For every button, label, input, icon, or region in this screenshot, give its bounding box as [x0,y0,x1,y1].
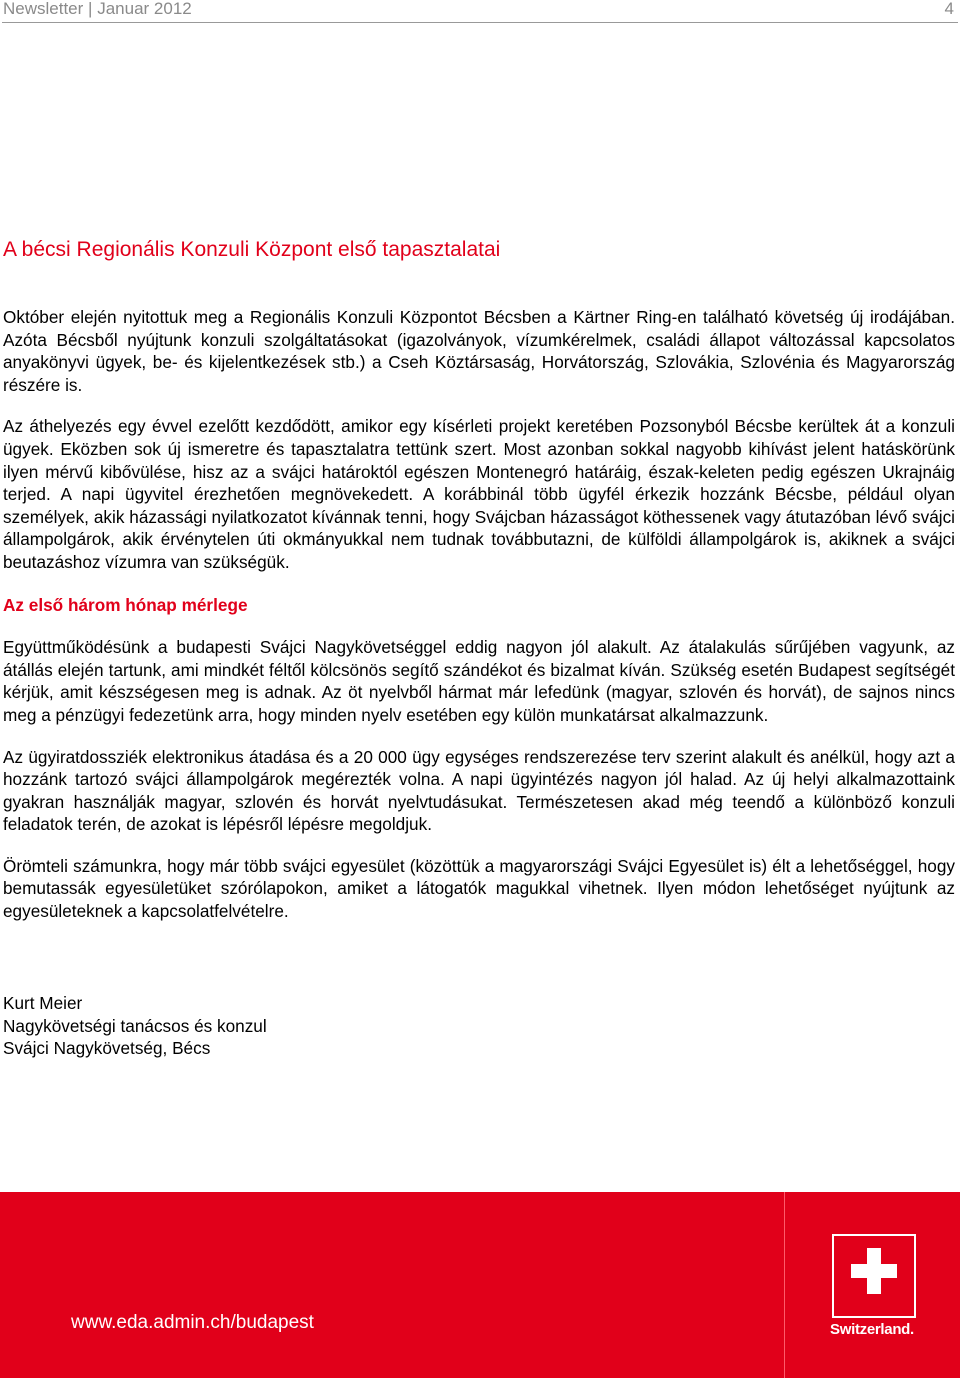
paragraph-associations: Örömteli számunkra, hogy már több svájci egyesület (közöttük a magyarországi Svájci Egyesület is) élt a lehetőséggel, hogy bemutassák egyesületüket szórólapokon, amiket a látogatók magukkal vihetnek. Ilyen módon lehetőséget nyújtunk az egyesületeknek a kapcsolatfelvételre. [3,855,955,922]
signature-role: Nagykövetségi tanácsos és konzul [3,1015,267,1036]
footer-divider [784,1192,785,1378]
paragraph-relocation: Az áthelyezés egy évvel ezelőtt kezdődött, amikor egy kísérleti projekt keretében Pozsonyból Bécsbe kerültek át a konzuli ügyek. Eközben sok új ismeretre és tapasztalatra tettünk szert. Most azonban sokkal nagyobb kihívást jelent hatáskörünk ilyen mérvű kibővülése, hisz az a svájci határoktól egészen Montenegró határáig, észak-keleten pedig egészen Ukrajnáig terjed. A napi ügyvitel érezhetően megnövekedett. A korábbinál több ügyfél érkezik hozzánk Bécsbe, például olyan személyek, akik házassági nyilatkozatot kívánnak tenni, hogy Svájcban házasságot köthessenek vagy átutazóban lévő svájci állampolgárok, akik érvénytelen úti okmányukkal nem tudnak továbbutazni, de külföldi állampolgárok is, akiknek a svájci beutazáshoz vízumra van szükségük. [3,416,955,572]
article-title: A bécsi Regionális Konzuli Központ első tapasztalatai [3,238,501,261]
switzerland-brand-label: Switzerland. [830,1321,914,1338]
signature-name: Kurt Meier [3,993,83,1013]
paragraph-cooperation: Együttműködésünk a budapesti Svájci Nagykövetséggel eddig nagyon jól alakult. Az átalakulás sűrűjében vagyunk, az átállás elején tartunk, ami mindkét féltől kölcsönös segítő szándékot és bizalmat kíván. Szükség esetén Budapest segítségét kérjük, amit készségesen meg is adnak. Az öt nyelvből hármat már lefedünk (magyar, szlovén és horvát), de sajnos nincs meg a pénzügyi fedezetünk arra, hogy minden nyelv esetében egy külön munkatársat alkalmazzunk. [3,637,955,725]
signature-organization: Svájci Nagykövetség, Bécs [3,1038,211,1059]
swiss-cross-icon [832,1234,916,1318]
page-number: 4 [944,0,954,18]
header-divider [2,22,958,23]
issue-date: Januar 2012 [97,0,192,18]
footer-url-link[interactable]: www.eda.admin.ch/budapest [71,1312,314,1333]
signature-block [3,992,267,1060]
paragraph-dossiers: Az ügyiratdossziék elektronikus átadása és a 20 000 ügy egységes rendszerezése terv szerint alakult és anélkül, hogy azt a hozzánk tartozó svájci állampolgárok megérezték volna. A napi ügyintézés nagyon jól halad. Az új helyi alkalmazottaink gyakran használják magyar, szlovén és horvát nyelvtudásukat. Természetesen akad még teendő a különböző konzuli feladatok terén, de azokat is lépésről lépésre megoldjuk. [3,746,955,835]
paragraph-intro: Október elején nyitottuk meg a Regionális Konzuli Központot Bécsben a Kärtner Ring-en található követség új irodájában. Azóta Bécsből nyújtunk konzuli szolgáltatásokat (igazolványok, vízumkérelmek, családi állapot változással kapcsolatos anyakönyvi ügyek, be- és kijelentkezések stb.) a Cseh Köztársaság, Horvátország, Szlovákia, Szlovénia és Magyarország részére is. [3,307,955,395]
section-heading: Az első három hónap mérlege [3,594,248,615]
article-body [3,306,955,923]
footer-banner [0,1192,960,1378]
header-separator: | [88,0,93,18]
publication-name: Newsletter [3,0,84,18]
page-header [2,0,958,22]
newsletter-title [3,0,192,19]
